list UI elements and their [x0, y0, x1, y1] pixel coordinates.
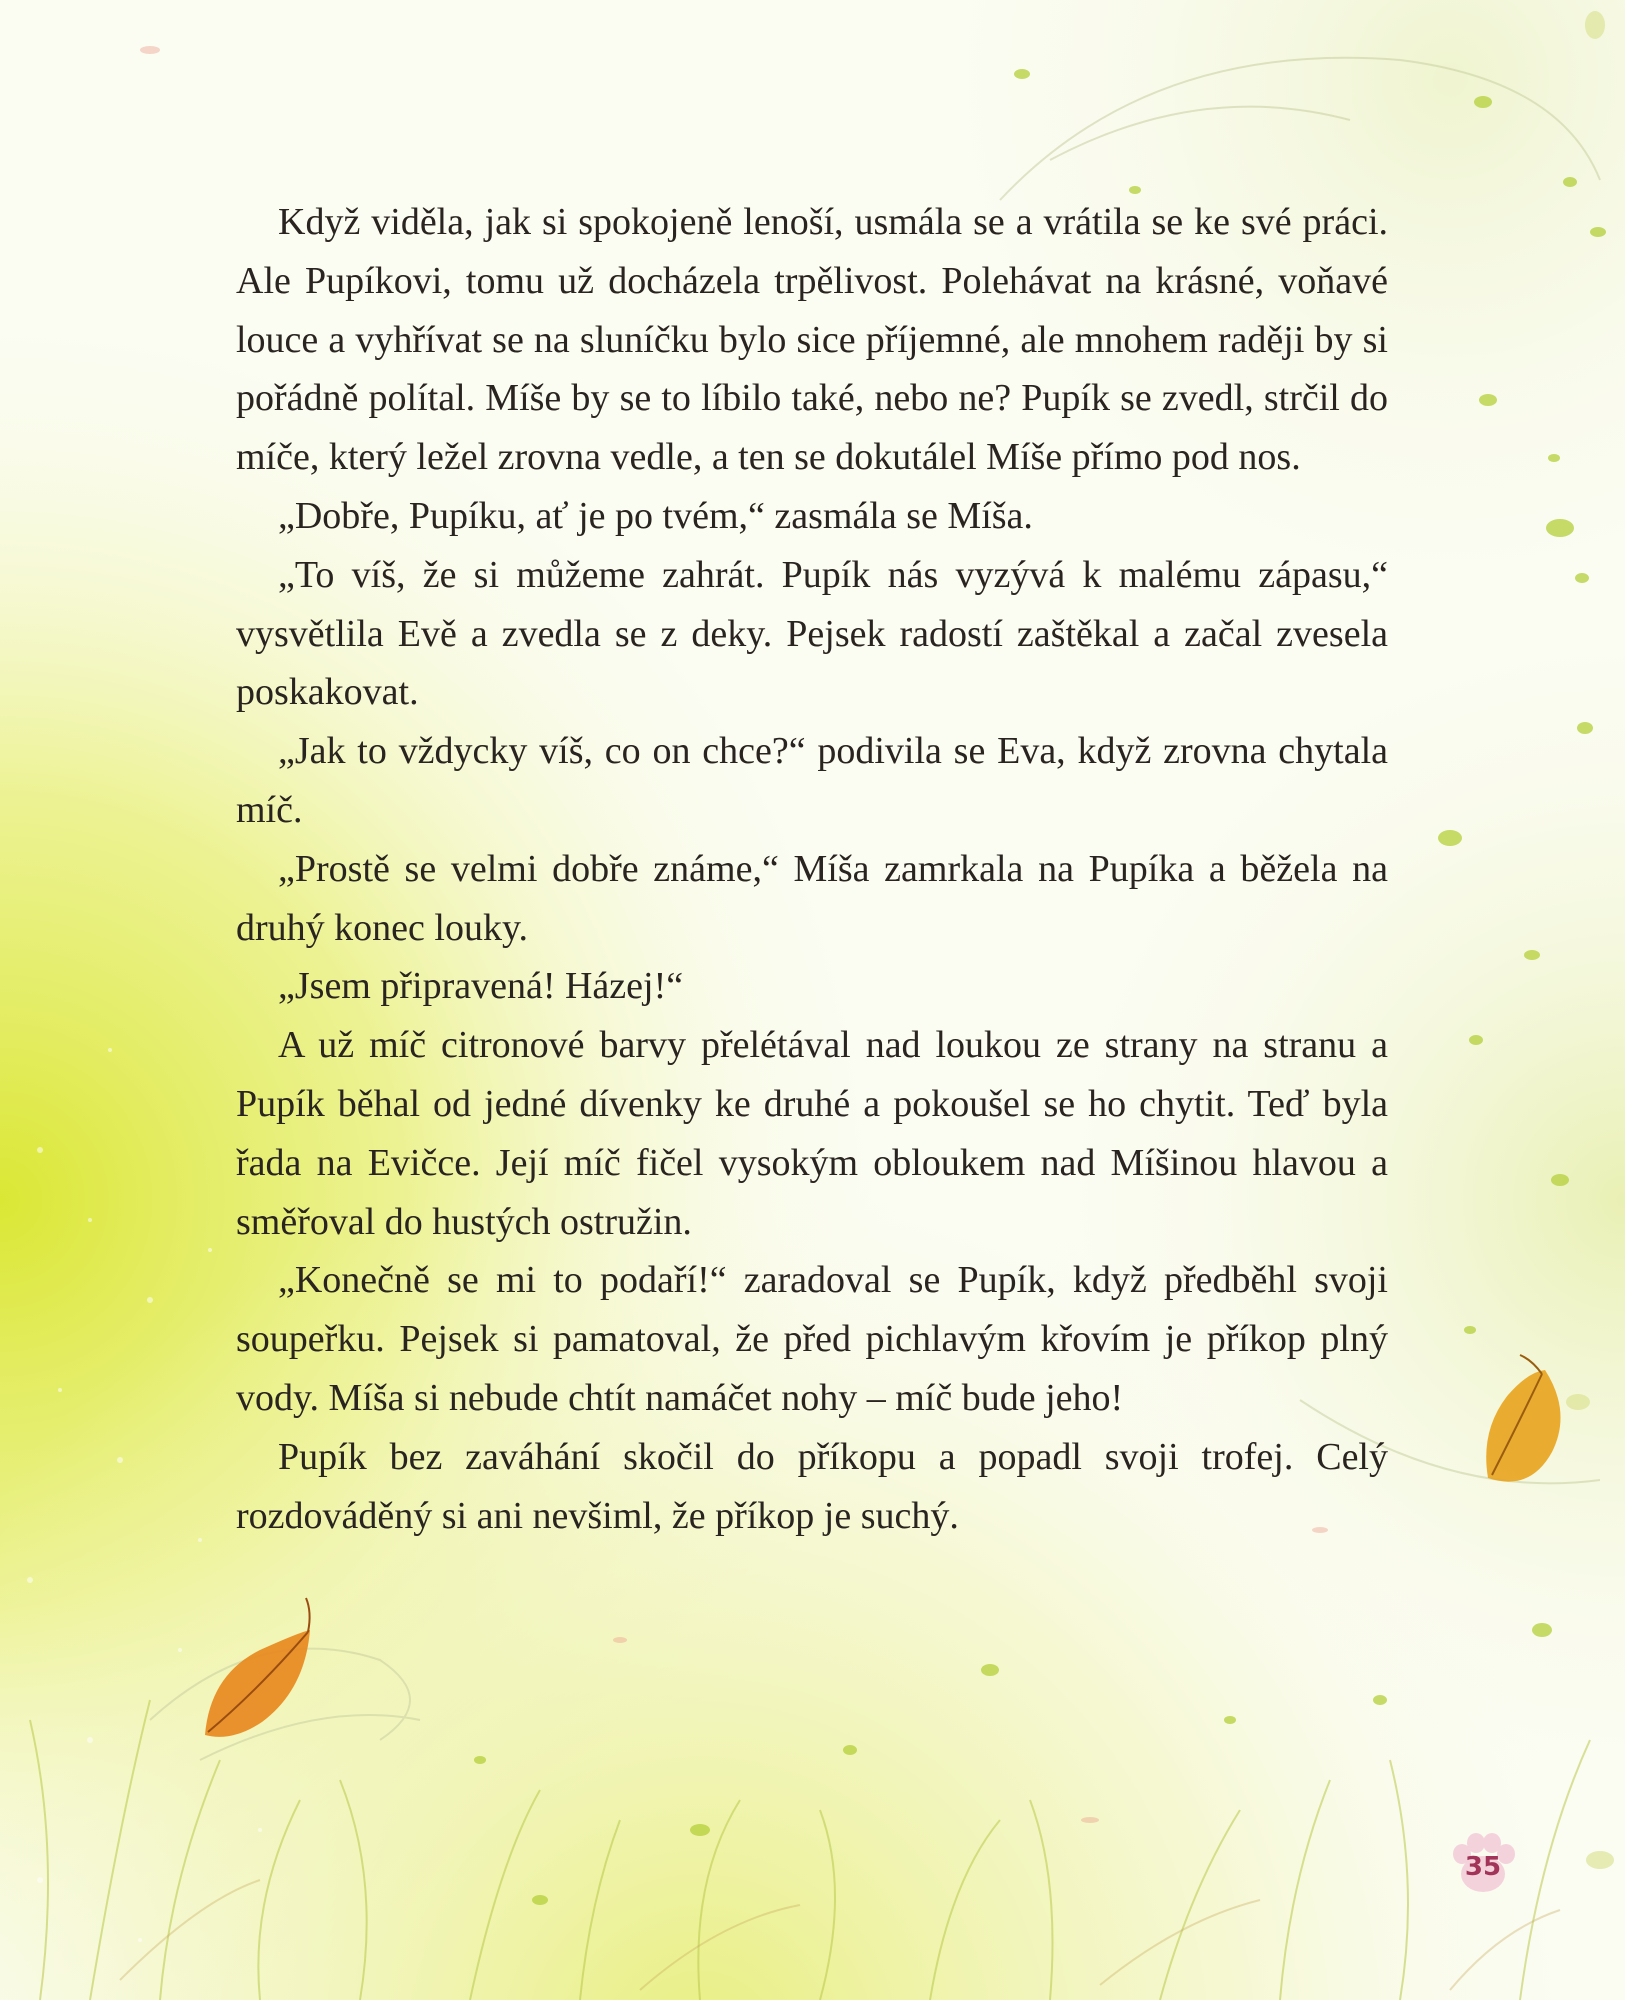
paragraph-9: Pupík bez zaváhání skočil do příkopu a popadl svoji trofej. Celý rozdováděný si ani nevšiml, že příkop je suchý. [236, 1435, 1388, 1537]
paragraph-6: „Jsem připravená! Házej!“ [278, 965, 684, 1008]
paragraph-8: „Konečně se mi to podaří!“ zaradoval se Pupík, když předběhl svoji soupeřku. Pejsek si pamatoval, že před pichlavým křovím je příkop plný vody. Míša si nebude chtít namáčet nohy – míč bude jeho! [236, 1259, 1388, 1419]
paragraph-1: Když viděla, jak si spokojeně lenoší, usmála se a vrátila se ke své práci. Ale Pupíkovi, tomu už docházela trpělivost. Polehávat na krásné, voňavé louce a vyhřívat se na sluníčku bylo sice příjemné, ale mnohem raději by si pořádně polítal. Míše by se to líbilo také, nebo ne? Pupík se zvedl, strčil do míče, který ležel zrovna vedle, a ten se dokutálel Míše přímo pod nos. [236, 201, 1388, 479]
paragraph-2: „Dobře, Pupíku, ať je po tvém,“ zasmála se Míša. [278, 494, 1033, 537]
page-number-badge [1448, 1832, 1518, 1902]
paragraph-4: „Jak to vždycky víš, co on chce?“ podivila se Eva, když zrovna chytala míč. [236, 730, 1388, 831]
story-text [236, 193, 1388, 1545]
paragraph-5: „Prostě se velmi dobře známe,“ Míša zamrkala na Pupíka a běžela na druhý konec louky. [236, 847, 1388, 949]
paragraph-7: A už míč citronové barvy přelétával nad loukou ze strany na stranu a Pupík běhal od jedné dívenky ke druhé a pokoušel se ho chytit. Teď byla řada na Evičce. Její míč fičel vysokým obloukem nad Míšinou hlavou a směřoval do hustých ostružin. [236, 1024, 1388, 1243]
paragraph-3: „To víš, že si můžeme zahrát. Pupík nás vyzývá k malému zápasu,“ vysvětlila Evě a zvedla se z deky. Pejsek radostí zaštěkal a začal zvesela poskakovat. [236, 553, 1388, 714]
page-number: 35 [1464, 1852, 1502, 1882]
